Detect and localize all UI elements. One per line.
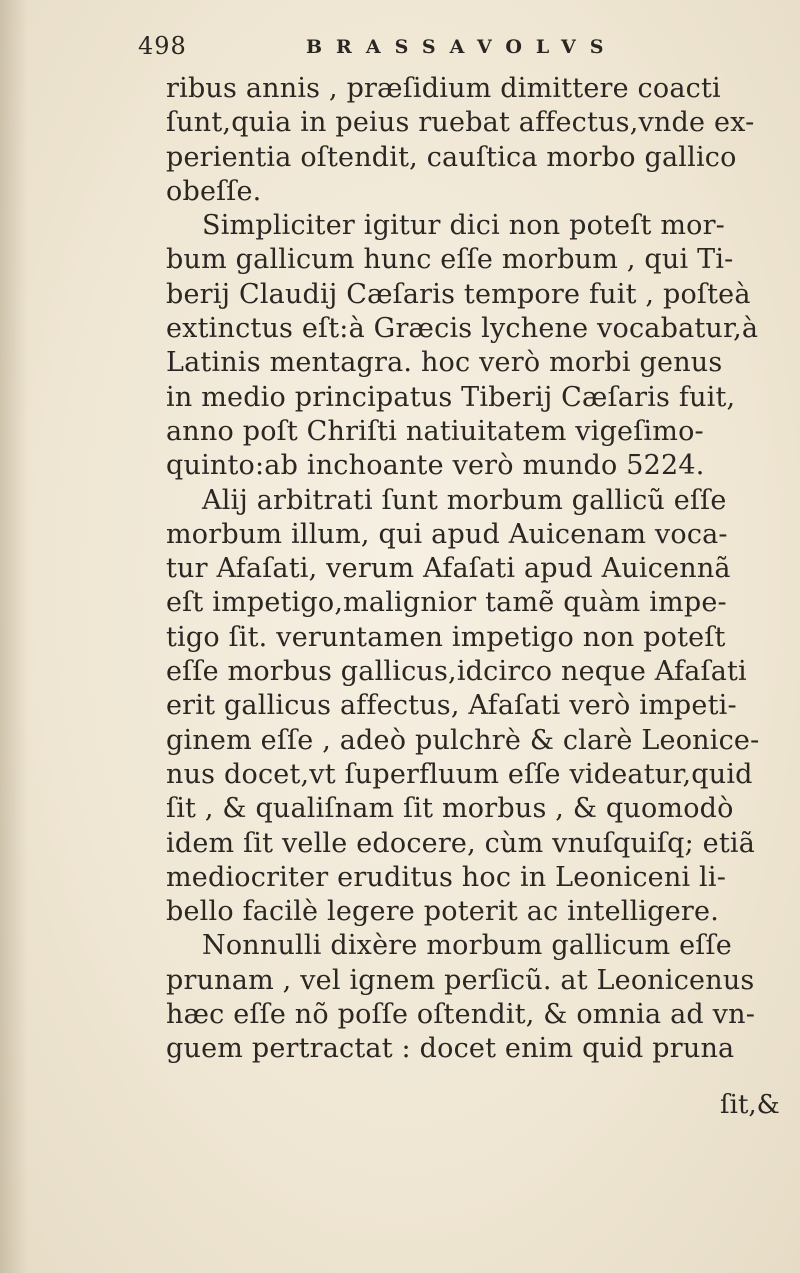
text-line: bello facilè legere poterit ac intelligere. (166, 896, 719, 928)
page-number: 498 (138, 32, 187, 60)
text-line: anno poſt Chriſti natiuitatem vigeſimo- (166, 415, 704, 447)
text-line: berij Claudij Cæſaris tempore fuit , poſteà (166, 278, 751, 310)
text-line: ginem eſſe , adeò pulchrè & clarè Leonice- (166, 724, 760, 756)
body-text (166, 72, 776, 1067)
text-line: erit gallicus affectus, Afaſati verò impeti- (166, 690, 737, 722)
text-line: morbum illum, qui apud Auicenam voca- (166, 518, 728, 550)
text-line: ſit , & qualiſnam ſit morbus , & quomodò (166, 793, 734, 825)
text-line: ribus annis , præſidium dimittere coacti (166, 73, 721, 104)
catchword: ſit,& (720, 1090, 780, 1120)
running-head: BRASSAVOLVS (306, 36, 618, 58)
text-line: perientia oſtendit, cauſtica morbo gallico (166, 141, 737, 173)
text-line: obeſſe. (166, 175, 262, 207)
text-line: hæc eſſe nõ poſſe oſtendit, & omnia ad vn- (166, 999, 756, 1031)
text-line: tigo ſit. veruntamen impetigo non poteſt (166, 621, 726, 653)
text-line: prunam , vel ignem perſicũ. at Leonicenus (166, 964, 755, 996)
text-line: in medio principatus Tiberij Cæſaris fuit, (166, 381, 736, 413)
text-line: extinctus eſt:à Græcis lychene vocabatur,à (166, 313, 759, 345)
text-line: Simpliciter igitur dici non poteſt mor- (202, 210, 726, 242)
text-line: idem ſit velle edocere, cùm vnuſquiſq; etiã (166, 827, 756, 859)
text-line: Alij arbitrati ſunt morbum gallicũ eſſe (202, 484, 727, 516)
text-line: ſunt,quia in peius ruebat affectus,vnde ex- (166, 107, 755, 139)
page-gutter-shadow (0, 0, 28, 1273)
text-line: mediocriter eruditus hoc in Leoniceni li- (166, 861, 727, 893)
text-line: tur Afaſati, verum Afaſati apud Auicennã (166, 553, 731, 585)
text-line: Latinis mentagra. hoc verò morbi genus (166, 347, 723, 379)
text-line: bum gallicum hunc eſſe morbum , qui Ti- (166, 244, 734, 276)
text-line: quinto:ab inchoante verò mundo 5224. (166, 450, 705, 482)
text-line: eſt impetigo,malignior tamẽ quàm impe- (166, 587, 727, 619)
text-line: guem pertractat : docet enim quid pruna (166, 1033, 735, 1065)
page-header (138, 30, 658, 68)
text-line: Nonnulli dixère morbum gallicum eſſe (202, 930, 732, 962)
text-line: nus docet,vt ſuperfluum eſſe videatur,quid (166, 758, 753, 790)
text-line: eſſe morbus gallicus,idcirco neque Afaſati (166, 656, 747, 688)
